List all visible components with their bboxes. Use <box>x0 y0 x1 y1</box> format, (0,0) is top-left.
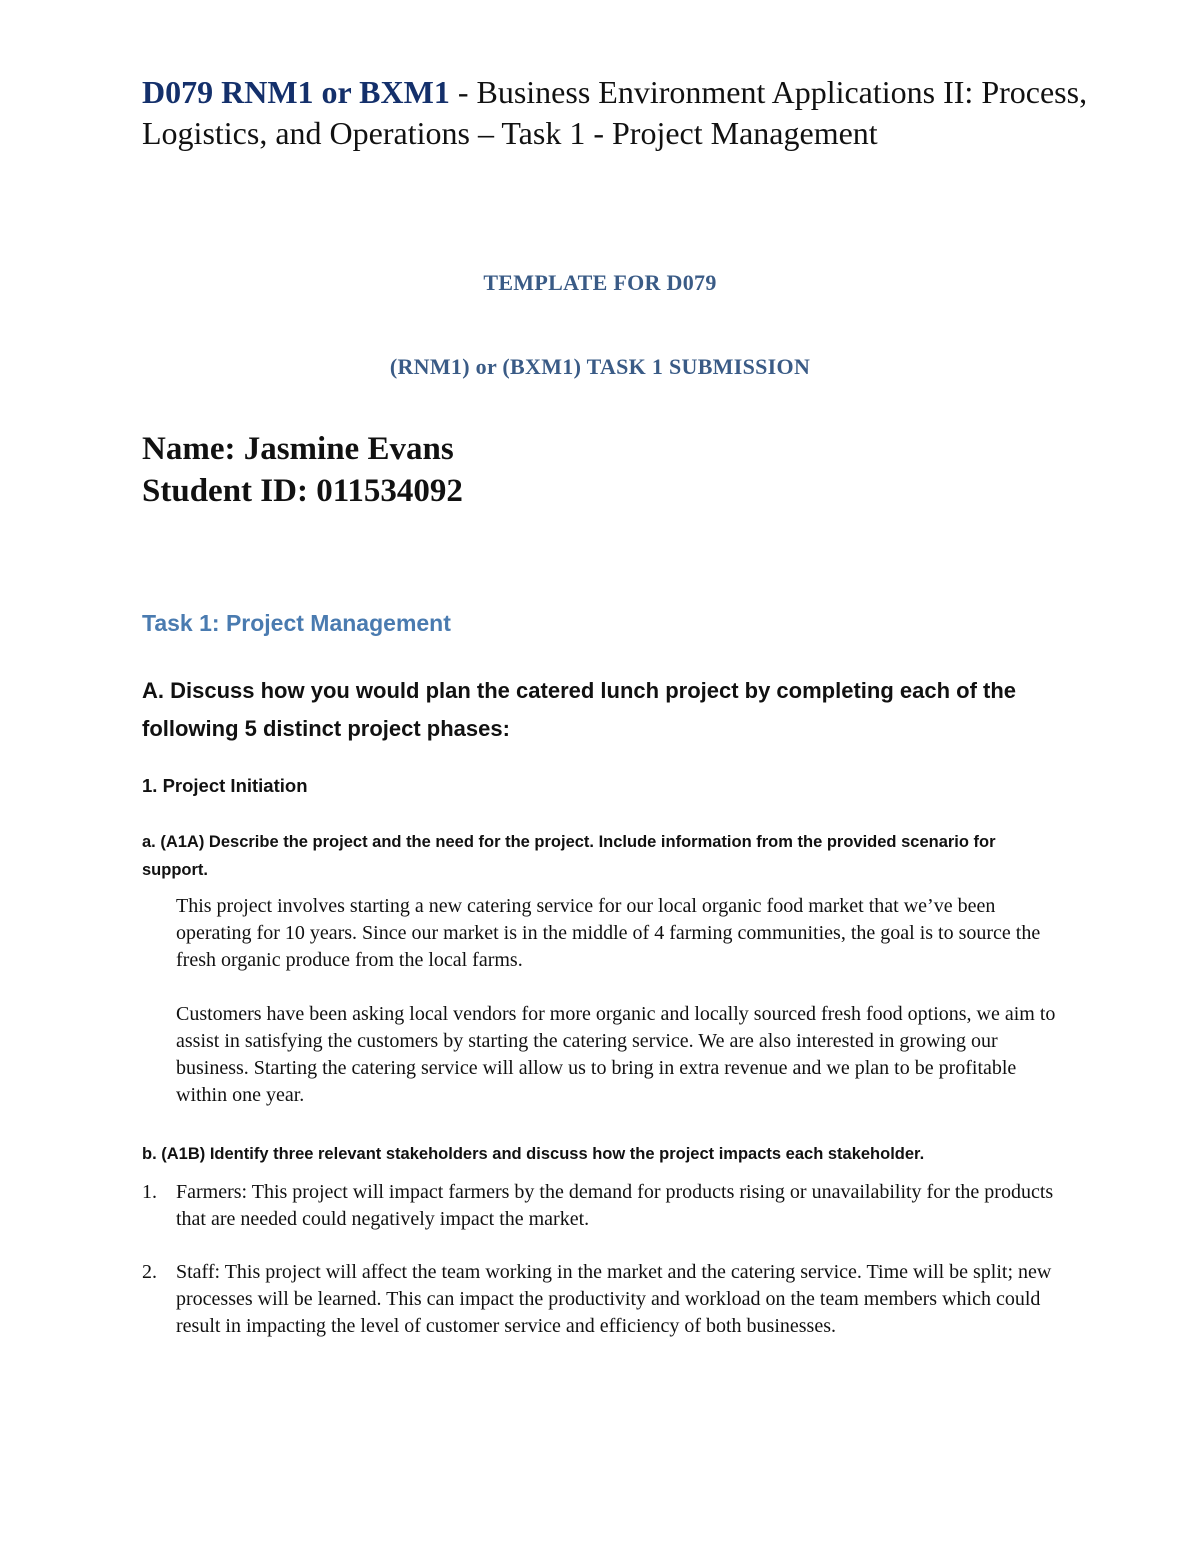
list-item <box>142 1179 1072 1233</box>
list-text: Farmers: This project will impact farmers by the demand for products rising or unavailability for the products that are needed could negatively impact the market. <box>176 1181 1054 1230</box>
question-a: a. (A1A) Describe the project and the need for the project. Include information from the provided scenario for support. <box>142 833 996 879</box>
answer-a-paragraph-2: Customers have been asking local vendors for more organic and locally sourced fresh food options, we aim to assist in satisfying the customers by starting the catering service. We are also interested in growing our business. Starting the catering service will allow us to bring in extra revenue and we plan to be profitable within one year. <box>176 1003 1056 1106</box>
section-a-heading: A. Discuss how you would plan the catered lunch project by completing each of the following 5 distinct project phases: <box>142 678 1017 741</box>
student-info <box>142 428 463 512</box>
task-heading: Task 1: Project Management <box>142 610 451 636</box>
list-item <box>142 1259 1072 1340</box>
document-title <box>142 72 1102 154</box>
course-title: - Business Environment Applications II: Process, Logistics, and Operations – Task 1 - Project Management <box>142 74 1088 151</box>
question-b: b. (A1B) Identify three relevant stakeholders and discuss how the project impacts each stakeholder. <box>142 1145 925 1163</box>
student-name: Name: Jasmine Evans <box>142 431 454 467</box>
list-number: 1. <box>142 1181 157 1203</box>
list-number: 2. <box>142 1261 157 1283</box>
student-id: Student ID: 011534092 <box>142 473 463 509</box>
list-text: Staff: This project will affect the team working in the market and the catering service. Time will be split; new processes will be learned. This can impact the productivity and workload on the team members which could result in impacting the level of customer service and efficiency of both businesses. <box>176 1261 1052 1337</box>
phase-heading: 1. Project Initiation <box>142 775 308 796</box>
submission-heading: (RNM1) or (BXM1) TASK 1 SUBMISSION <box>389 354 811 379</box>
answer-a-paragraph-1: This project involves starting a new catering service for our local organic food market that we’ve been operating for 10 years. Since our market is in the middle of 4 farming communities, the goal is to source the fresh organic produce from the local farms. <box>176 895 1041 971</box>
template-heading: TEMPLATE FOR D079 <box>483 270 717 295</box>
course-code: D079 RNM1 or BXM1 <box>142 74 450 110</box>
